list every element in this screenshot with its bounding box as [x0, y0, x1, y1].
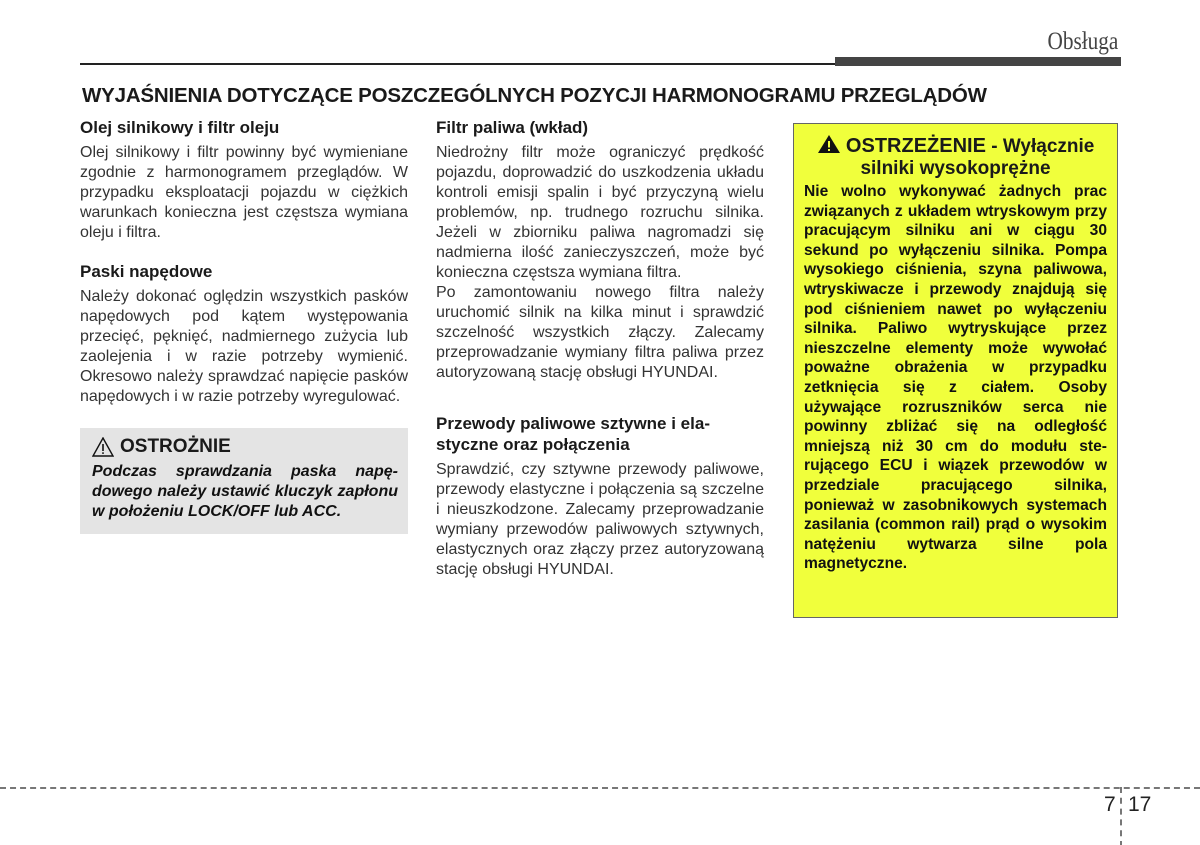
text-fuel-filter-1: Niedrożny filtr może ograniczyć prędkość pojazdu, doprowadzić do uszkodzenia układu kontroli emisji spalin i być przyczyną wielu problemów, np. trudnego rozruchu silnika. Jeżeli w zbiorniku paliwa nagromadzi się nadmierna ilość zanieczyszczeń, może być konieczna częstsza wymiana filtra.: [436, 144, 764, 281]
caution-title: OSTROŻNIE: [120, 436, 231, 457]
chapter-number: 7: [1104, 793, 1116, 816]
text-fuel-filter-2: Po zamontowaniu nowego filtra należy uruchomić silnik na kilka minut i sprawdzić szczelność wszystkich złączy. Zalecamy przeprowadzanie wymiany filtra paliwa przez autoryzowaną stację obsługi HYUNDAI.: [436, 284, 764, 381]
warning-subtitle: - Wyłącznie silniki wysokoprężne: [860, 136, 1095, 179]
warning-text: Nie wolno wykonywać żadnych prac związanych z układem wtryskowym przy pracującym silniku ani w ciągu 30 sekund po wyłączeniu silnika. Pompa wysokiego ciśnienia, szyna paliwowa, wtryskiwacze i przewody znajdują się pod ciśnieniem nawet po wyłączeniu silnika. Paliwo wytryskujące przez nieszczelne elementy może wywołać poważne obrażenia w przypadku zetknięcia się z ciałem. Osoby używające rozruszników serca nie powinny zbliżać się na odległość mniejszą niż 30 cm do modułu sterującego ECU i wiązek przewodów w przedziale pracującego silnika, ponieważ w zasobnikowych systemach zasilania (common rail) prąd o wysokim natężeniu wytwarza silne pola magnetyczne.: [804, 183, 1107, 573]
heading-fuel-filter: Filtr paliwa (wkład): [436, 118, 589, 137]
caution-text: Podczas sprawdzania paska napędowego należy ustawić kluczyk zapłonu w położeniu LOCK/OFF lub ACC.: [92, 463, 398, 520]
footer-dashed-divider: [1120, 787, 1122, 845]
warning-title: OSTRZEŻENIE: [845, 135, 986, 157]
column-middle: [436, 117, 764, 580]
heading-oil: Olej silnikowy i filtr oleju: [80, 118, 280, 137]
footer-dashed-line: [0, 787, 1200, 789]
page-title: WYJAŚNIENIA DOTYCZĄCE POSZCZEGÓLNYCH POZYCJI HARMONOGRAMU PRZEGLĄDÓW: [82, 84, 987, 107]
caution-box: [80, 428, 408, 534]
header-rule: [80, 63, 840, 65]
warning-box: [793, 123, 1118, 618]
page-number: 17: [1128, 793, 1152, 816]
warning-triangle-icon: [817, 134, 841, 154]
heading-belts: Paski napędowe: [80, 262, 213, 281]
column-left: [80, 117, 408, 534]
text-belts: Należy dokonać oględzin wszystkich pasków napędowych pod kątem występowania przecięć, pęknięć, nadmiernego zużycia lub zaolejenia i w razie potrzeby wymienić. Okresowo należy sprawdzać napięcie pasków napędowych i w razie potrzeby wyregulować.: [80, 288, 408, 405]
header-rule-bar: [835, 57, 1121, 66]
text-fuel-lines: Sprawdzić, czy sztywne przewody paliwowe, przewody elastyczne i połączenia są szczelne i nieuszkodzone. Zalecamy przeprowadzanie wymiany przewodów paliwowych sztywnych, elastycznych oraz złączy przez autoryzowaną stację obsługi HYUNDAI.: [436, 461, 764, 578]
text-oil: Olej silnikowy i filtr powinny być wymieniane zgodnie z harmonogramem przeglądów. W przypadku eksploatacji pojazdu w ciężkich warunkach konieczna jest częstsza wymiana oleju i filtra.: [80, 144, 408, 241]
caution-triangle-icon: [92, 437, 114, 457]
heading-fuel-lines: Przewody paliwowe sztywne i elastyczne oraz połączenia: [436, 414, 710, 454]
section-name: Obsługa: [1047, 28, 1118, 55]
